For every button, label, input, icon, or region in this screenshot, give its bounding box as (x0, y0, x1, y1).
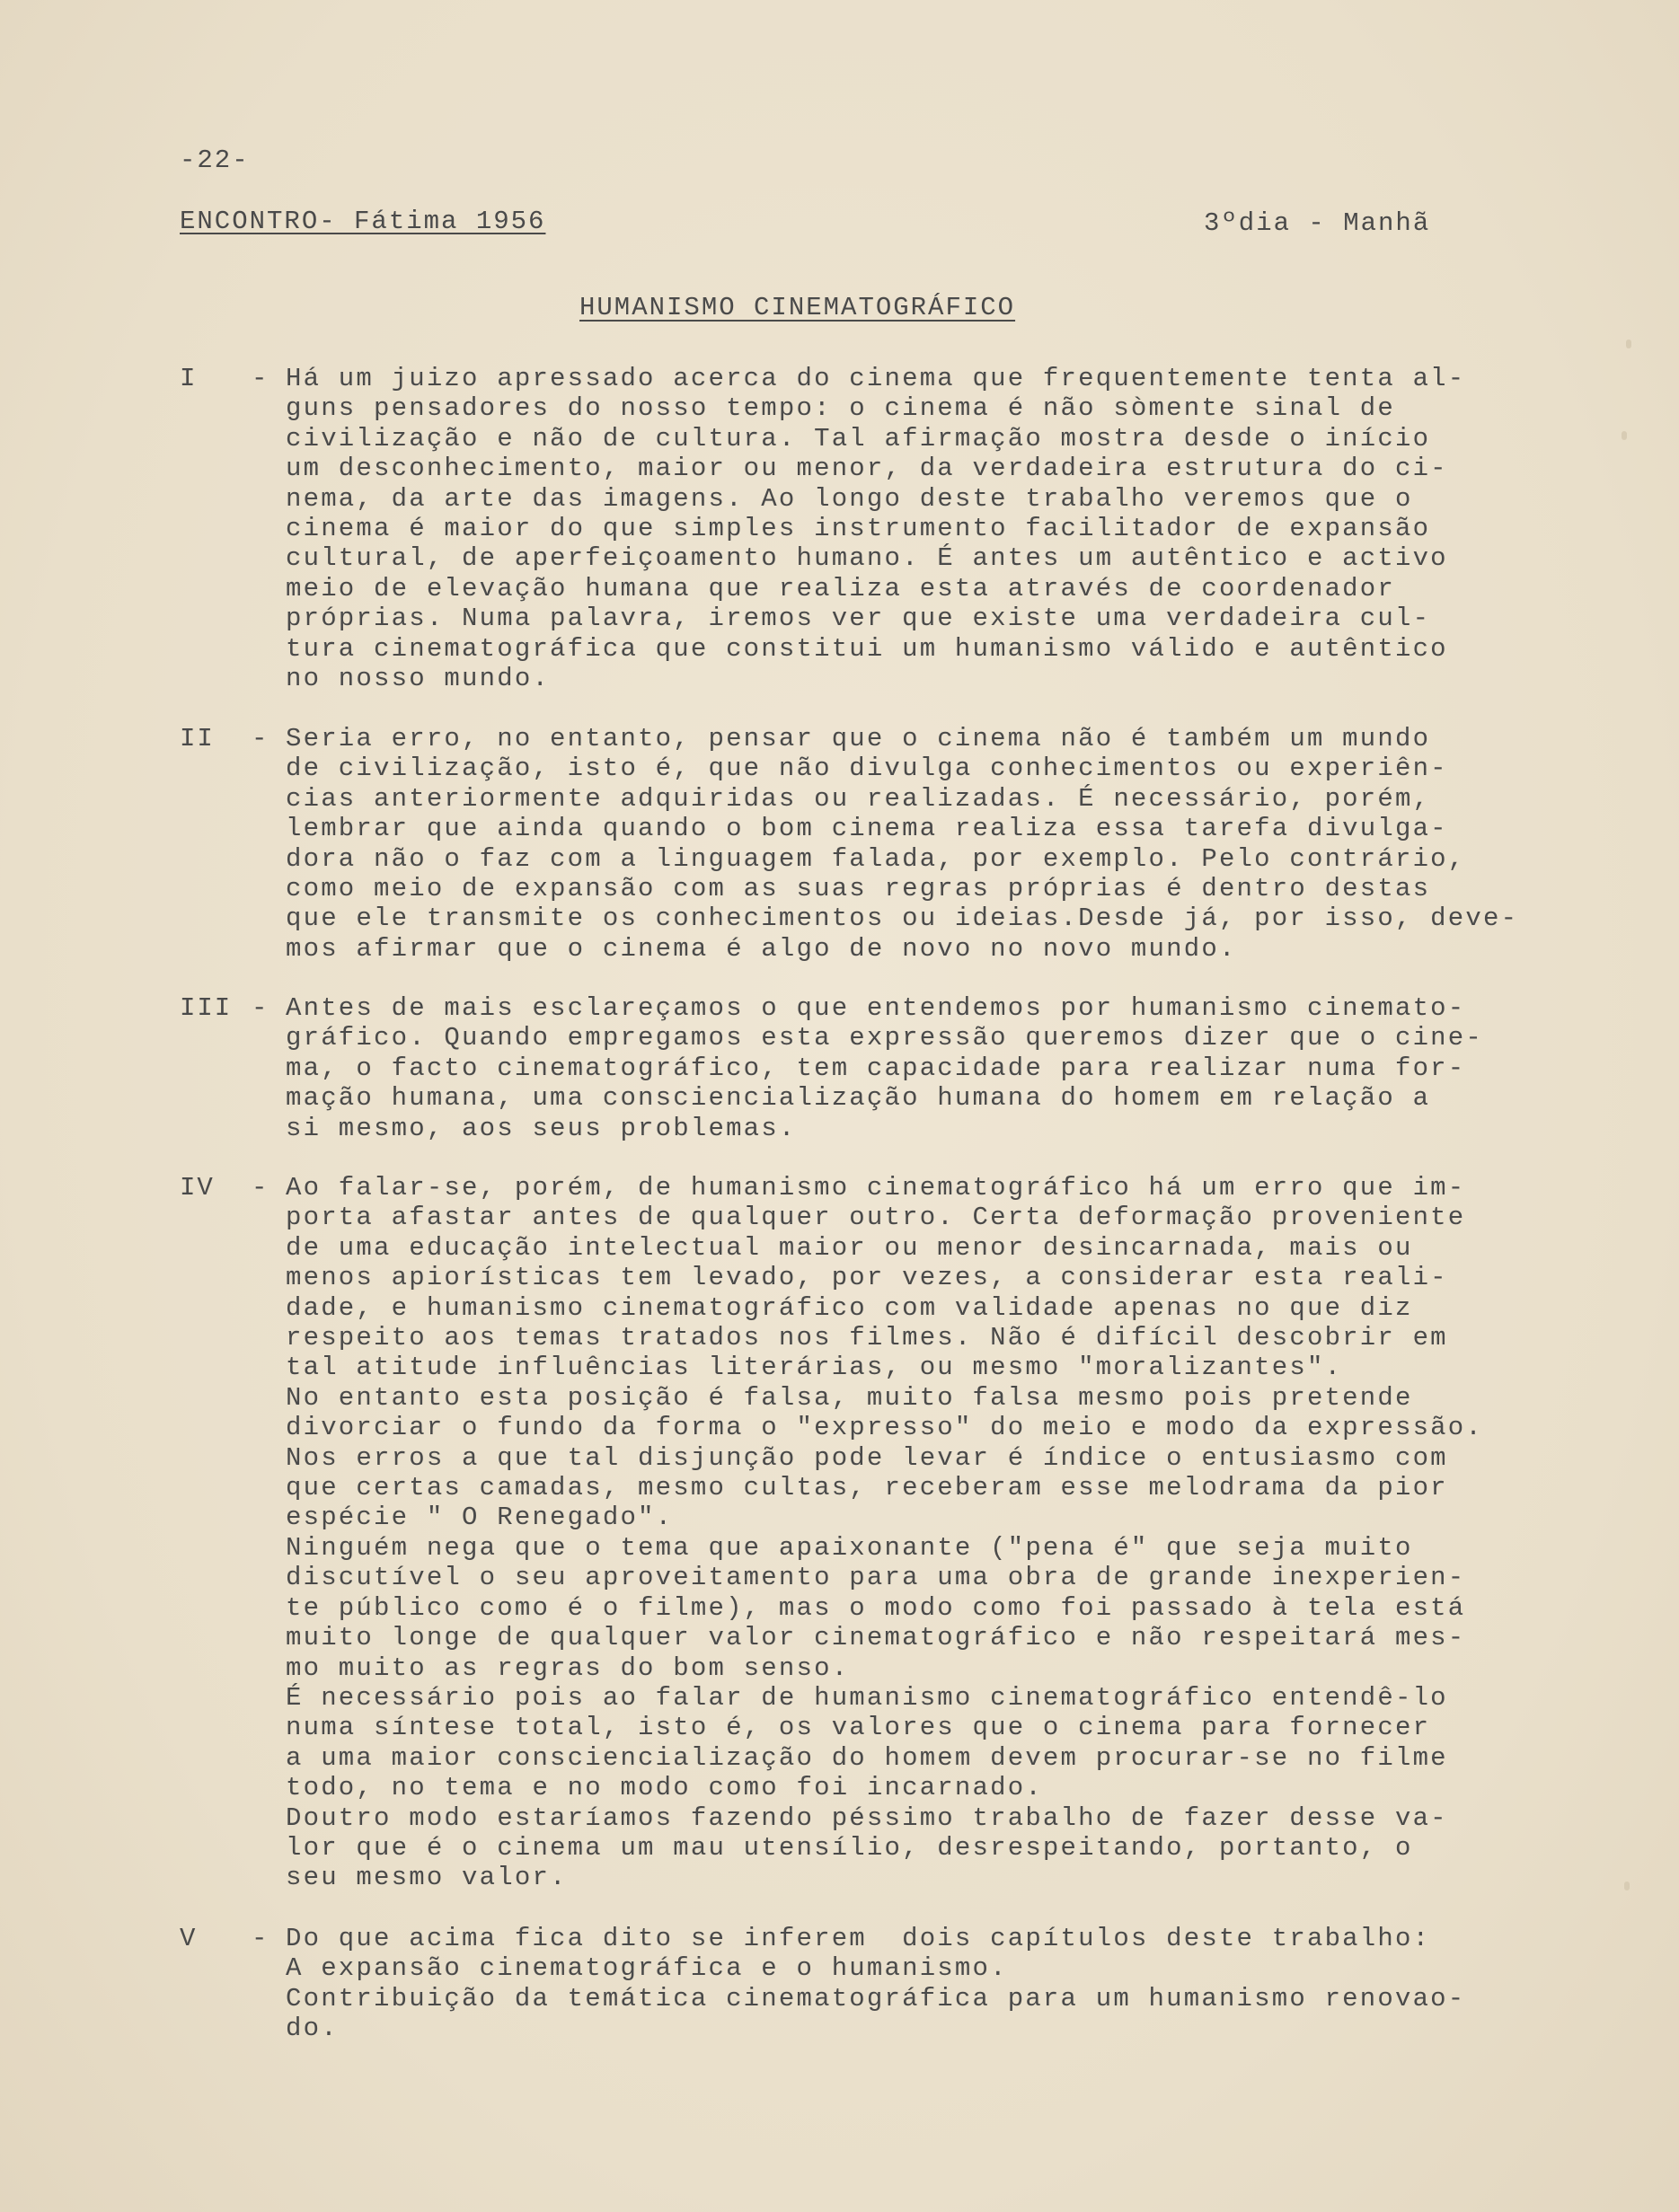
section-text (286, 364, 1534, 693)
section-numeral: V (180, 1924, 198, 1953)
section-dash: - (252, 1173, 268, 1203)
text-line: que ele transmite os conhecimentos ou ideias.Desde já, por isso, deve- (286, 903, 1519, 934)
text-line: dora não o faz com a linguagem falada, por exemplo. Pelo contrário, (286, 843, 1466, 874)
text-line: cinema é maior do que simples instrumento facilitador de expansão (286, 514, 1431, 544)
text-line: todo, no tema e no modo como foi incarnado. (286, 1773, 1043, 1803)
text-line: Doutro modo estaríamos fazendo péssimo trabalho de fazer desse va- (286, 1802, 1448, 1833)
text-line: numa síntese total, isto é, os valores que o cinema para fornecer (286, 1713, 1431, 1743)
text-line: porta afastar antes de qualquer outro. Certa deformação proveniente (286, 1203, 1466, 1233)
section-numeral: III (180, 993, 233, 1023)
text-line: do. (286, 2014, 339, 2044)
section-dash: - (252, 724, 268, 753)
section-dash: - (252, 364, 268, 393)
text-line: te público como é o filme), mas o modo como foi passado à tela está (286, 1592, 1466, 1623)
text-line: cultural, de aperfeiçoamento humano. É antes um autêntico e activo (286, 543, 1448, 574)
text-line: cias anteriormente adquiridas ou realizadas. É necessário, porém, (286, 783, 1431, 814)
text-line: menos apiorísticas tem levado, por vezes, a considerar esta reali- (286, 1263, 1448, 1293)
text-line: Nos erros a que tal disjunção pode levar é índice o entusiasmo com (286, 1442, 1448, 1473)
text-line: de civilização, isto é, que não divulga conhecimentos ou experiên- (286, 753, 1448, 784)
text-line: ma, o facto cinematográfico, tem capacidade para realizar numa for- (286, 1053, 1466, 1083)
text-line: que certas camadas, mesmo cultas, receberam esse melodrama da pior (286, 1473, 1448, 1503)
text-line: um desconhecimento, maior ou menor, da verdadeira estrutura do ci- (286, 454, 1448, 484)
text-line: seu mesmo valor. (286, 1863, 568, 1893)
section-text (286, 724, 1534, 964)
text-line: mação humana, uma consciencialização humana do homem em relação a (286, 1083, 1431, 1114)
text-line: dade, e humanismo cinematográfico com validade apenas no que diz (286, 1292, 1413, 1323)
paper-mark (1626, 339, 1631, 348)
text-line: próprias. Numa palavra, iremos ver que existe uma verdadeira cul- (286, 604, 1431, 634)
text-line: mo muito as regras do bom senso. (286, 1652, 850, 1683)
text-line: tura cinematográfica que constitui um humanismo válido e autêntico (286, 633, 1448, 664)
text-line: lor que é o cinema um mau utensílio, desrespeitando, portanto, o (286, 1832, 1413, 1863)
text-line: A expansão cinematográfica e o humanismo. (286, 1953, 1008, 1984)
paper-mark (1624, 1882, 1630, 1890)
page-number: -22- (180, 145, 250, 175)
text-line: Há um juizo apressado acerca do cinema que frequentemente tenta al- (286, 364, 1466, 393)
header-session: 3ºdia - Manhã (1204, 208, 1431, 238)
text-line: como meio de expansão com as suas regras próprias é dentro destas (286, 874, 1431, 904)
text-line: meio de elevação humana que realiza esta através de coordenador (286, 573, 1395, 604)
document-title: HUMANISMO CINEMATOGRÁFICO (579, 293, 1016, 322)
text-line: no nosso mundo. (286, 664, 551, 694)
text-line: civilização e não de cultura. Tal afirmação mostra desde o início (286, 423, 1431, 454)
text-line: discutível o seu aproveitamento para uma obra de grande inexperien- (286, 1563, 1466, 1593)
text-line: Do que acima fica dito se inferem dois capítulos deste trabalho: (286, 1924, 1431, 1953)
text-line: Contribuição da temática cinematográfica para um humanismo renovao- (286, 1983, 1466, 2014)
text-line: Antes de mais esclareçamos o que entendemos por humanismo cinemato- (286, 993, 1466, 1023)
text-line: gráfico. Quando empregamos esta expressão queremos dizer que o cine- (286, 1023, 1483, 1053)
text-line: Seria erro, no entanto, pensar que o cinema não é também um mundo (286, 724, 1431, 753)
header-event: ENCONTRO- Fátima 1956 (180, 207, 546, 236)
text-line: si mesmo, aos seus problemas. (286, 1113, 797, 1143)
text-line: de uma educação intelectual maior ou menor desincarnada, mais ou (286, 1232, 1413, 1263)
section-text (286, 1173, 1534, 1893)
text-line: Ao falar-se, porém, de humanismo cinematográfico há um erro que im- (286, 1173, 1466, 1203)
text-line: a uma maior consciencialização do homem devem procurar-se no filme (286, 1742, 1448, 1773)
text-line: nema, da arte das imagens. Ao longo deste trabalho veremos que o (286, 483, 1413, 514)
text-line: No entanto esta posição é falsa, muito falsa mesmo pois pretende (286, 1382, 1413, 1413)
section-text (286, 1924, 1534, 2044)
section-numeral: IV (180, 1173, 215, 1203)
text-line: divorciar o fundo da forma o "expresso" do meio e modo da expressão. (286, 1413, 1483, 1443)
text-line: lembrar que ainda quando o bom cinema realiza essa tarefa divulga- (286, 814, 1448, 844)
text-line: respeito aos temas tratados nos filmes. Não é difícil descobrir em (286, 1323, 1448, 1353)
section-numeral: I (180, 364, 198, 393)
text-line: guns pensadores do nosso tempo: o cinema é não sòmente sinal de (286, 393, 1395, 424)
text-line: espécie " O Renegado". (286, 1503, 674, 1533)
section-numeral: II (180, 724, 215, 753)
section-dash: - (252, 1924, 268, 1953)
text-line: É necessário pois ao falar de humanismo cinematográfico entendê-lo (286, 1682, 1448, 1713)
paper-mark (1622, 431, 1627, 440)
section-text (286, 993, 1534, 1143)
text-line: muito longe de qualquer valor cinematográfico e não respeitará mes- (286, 1623, 1466, 1653)
text-line: mos afirmar que o cinema é algo de novo no novo mundo. (286, 933, 1237, 964)
text-line: Ninguém nega que o tema que apaixonante ("pena é" que seja muito (286, 1532, 1413, 1563)
text-line: tal atitude influências literárias, ou mesmo "moralizantes". (286, 1353, 1343, 1383)
section-dash: - (252, 993, 268, 1023)
